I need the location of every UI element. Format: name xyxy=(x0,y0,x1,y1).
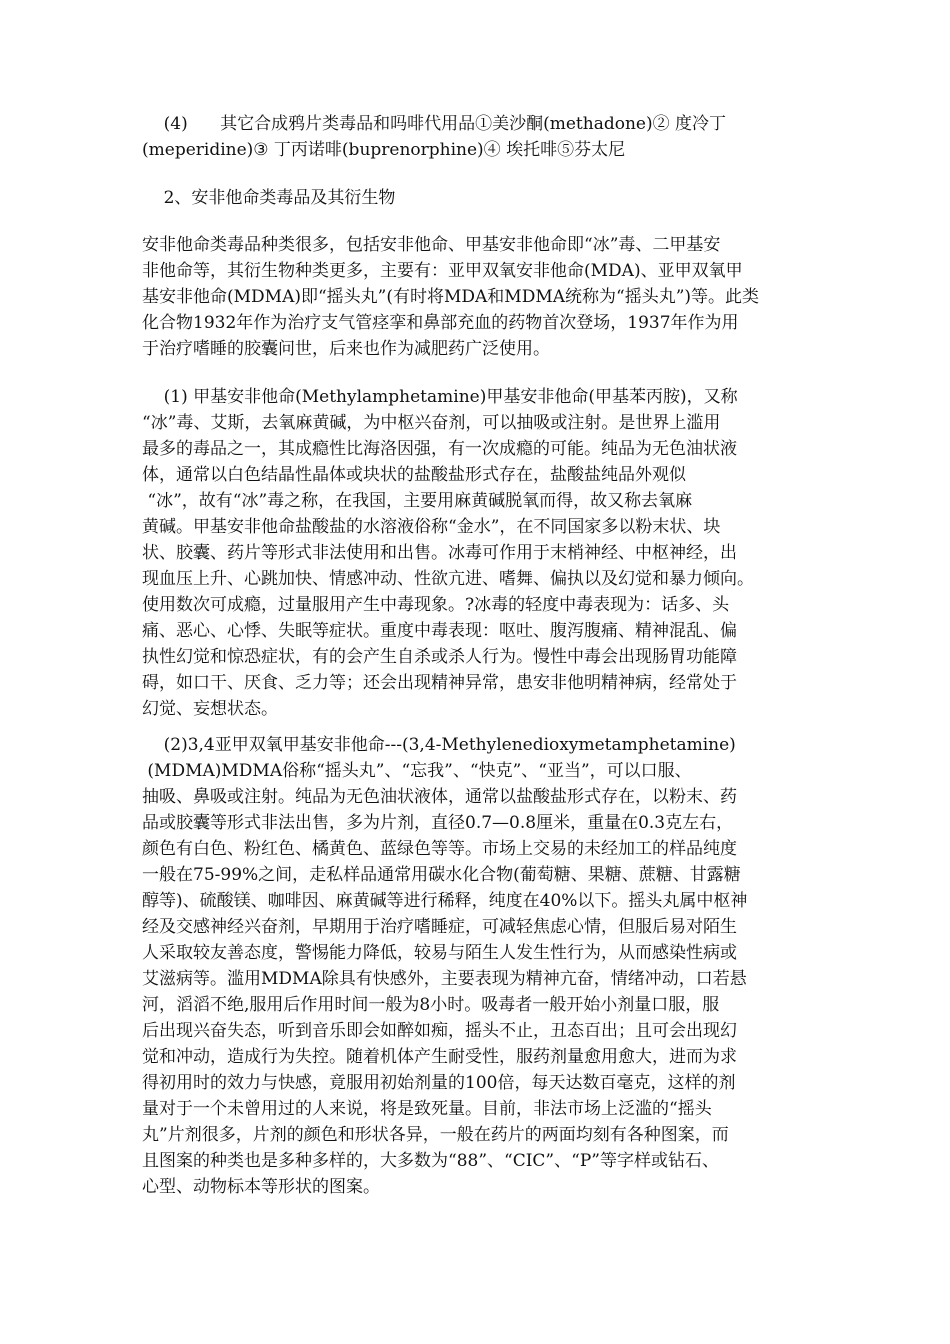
text-line: 人采取较友善态度，警惕能力降低，较易与陌生人发生性行为，从而感染性病或 xyxy=(142,943,737,963)
text-line: 碍，如口干、厌食、乏力等；还会出现精神异常，患安非他明精神病，经常处于 xyxy=(142,673,737,693)
text-line: 后出现兴奋失态，听到音乐即会如醉如痴，摇头不止，丑态百出；且可会出现幻 xyxy=(142,1021,737,1041)
text-line: 品或胶囊等形式非法出售，多为片剂，直径0.7—0.8厘米，重量在0.3克左右， xyxy=(142,813,734,833)
text-line: 黄碱。甲基安非他命盐酸盐的水溶液俗称“金水”，在不同国家多以粉末状、块 xyxy=(142,517,721,537)
text-line: 状、胶囊、药片等形式非法使用和出售。冰毒可作用于末梢神经、中枢神经，出 xyxy=(142,543,737,563)
text-line: “冰”毒、艾斯，去氧麻黄碱，为中枢兴奋剂，可以抽吸或注射。是世界上滥用 xyxy=(142,413,721,433)
paragraph-methamphetamine xyxy=(142,384,832,722)
section-heading: 2、安非他命类毒品及其衍生物 xyxy=(142,188,396,208)
text-line: 抽吸、鼻吸或注射。纯品为无色油状液体，通常以盐酸盐形式存在，以粉末、药 xyxy=(142,787,737,807)
text-line: 一般在75-99%之间，走私样品通常用碳水化合物(葡萄糖、果糖、蔗糖、甘露糖 xyxy=(142,865,741,885)
text-line: 艾滋病等。滥用MDMA除具有快感外，主要表现为精神亢奋，情绪冲动，口若悬 xyxy=(142,969,747,989)
text-line: (2)3,4亚甲双氧甲基安非他命---(3,4-Methylenedioxymetamphetamine) xyxy=(142,735,736,755)
text-line: (meperidine)③ 丁丙诺啡(buprenorphine)④ 埃托啡⑤芬太尼 xyxy=(142,140,626,160)
text-line: 醇等)、硫酸镁、咖啡因、麻黄碱等进行稀释，纯度在40%以下。摇头丸属中枢神 xyxy=(142,891,748,911)
text-line: 痛、恶心、心悸、失眠等症状。重度中毒表现：呕吐、腹泻腹痛、精神混乱、偏 xyxy=(142,621,737,641)
text-line: 于治疗嗜睡的胶囊问世，后来也作为减肥药广泛使用。 xyxy=(142,339,550,359)
text-line: 化合物1932年作为治疗支气管痉挛和鼻部充血的药物首次登场，1937年作为用 xyxy=(142,313,739,333)
text-line: 且图案的种类也是多种多样的，大多数为“88”、“CIC”、“P”等字样或钻石、 xyxy=(142,1151,719,1171)
text-line: 基安非他命(MDMA)即“摇头丸”(有时将MDA和MDMA统称为“摇头丸”)等。此类 xyxy=(142,287,760,307)
text-line: 非他命等，其衍生物种类更多，主要有：亚甲双氧安非他命(MDA)、亚甲双氧甲 xyxy=(142,261,743,281)
text-line: 量对于一个未曾用过的人来说，将是致死量。目前，非法市场上泛滥的“摇头 xyxy=(142,1099,712,1119)
text-line: 体，通常以白色结晶性晶体或块状的盐酸盐形式存在，盐酸盐纯品外观似 xyxy=(142,465,686,485)
paragraph-mdma xyxy=(142,732,832,1200)
paragraph-opioid-substitutes xyxy=(142,111,832,163)
text-line: 觉和冲动，造成行为失控。随着机体产生耐受性，服药剂量愈用愈大，进而为求 xyxy=(142,1047,737,1067)
section-heading-amphetamines xyxy=(142,185,832,211)
text-line: 丸”片剂很多，片剂的颜色和形状各异，一般在药片的两面均刻有各种图案，而 xyxy=(142,1125,729,1145)
text-line: (MDMA)MDMA俗称“摇头丸”、“忘我”、“快克”、“亚当”，可以口服、 xyxy=(142,761,692,781)
text-line: 最多的毒品之一，其成瘾性比海洛因强，有一次成瘾的可能。纯品为无色油状液 xyxy=(142,439,737,459)
text-line: 执性幻觉和惊恐症状，有的会产生自杀或杀人行为。慢性中毒会出现肠胃功能障 xyxy=(142,647,737,667)
text-line: 心型、动物标本等形状的图案。 xyxy=(142,1177,380,1197)
text-line: 经及交感神经兴奋剂，早期用于治疗嗜睡症，可减轻焦虑心情，但服后易对陌生 xyxy=(142,917,737,937)
text-line: (4) 其它合成鸦片类毒品和吗啡代用品①美沙酮(methadone)② 度冷丁 xyxy=(142,114,727,134)
text-line: 得初用时的效力与快感，竟服用初始剂量的100倍，每天达数百毫克，这样的剂 xyxy=(142,1073,736,1093)
text-line: 安非他命类毒品种类很多，包括安非他命、甲基安非他命即“冰”毒、二甲基安 xyxy=(142,235,721,255)
text-line: (1) 甲基安非他命(Methylamphetamine)甲基安非他命(甲基苯丙胺)，又称 xyxy=(142,387,738,407)
text-line: 幻觉、妄想状态。 xyxy=(142,699,278,719)
text-line: “冰”，故有“冰”毒之称，在我国，主要用麻黄碱脱氧而得，故又称去氧麻 xyxy=(142,491,693,511)
paragraph-amphetamines-intro xyxy=(142,232,832,362)
text-line: 河，滔滔不绝,服用后作用时间一般为8小时。吸毒者一般开始小剂量口服，服 xyxy=(142,995,720,1015)
text-line: 颜色有白色、粉红色、橘黄色、蓝绿色等等。市场上交易的未经加工的样品纯度 xyxy=(142,839,737,859)
text-line: 使用数次可成瘾，过量服用产生中毒现象。?冰毒的轻度中毒表现为：话多、头 xyxy=(142,595,730,615)
text-line: 现血压上升、心跳加快、情感冲动、性欲亢进、嗜舞、偏执以及幻觉和暴力倾向。 xyxy=(142,569,754,589)
